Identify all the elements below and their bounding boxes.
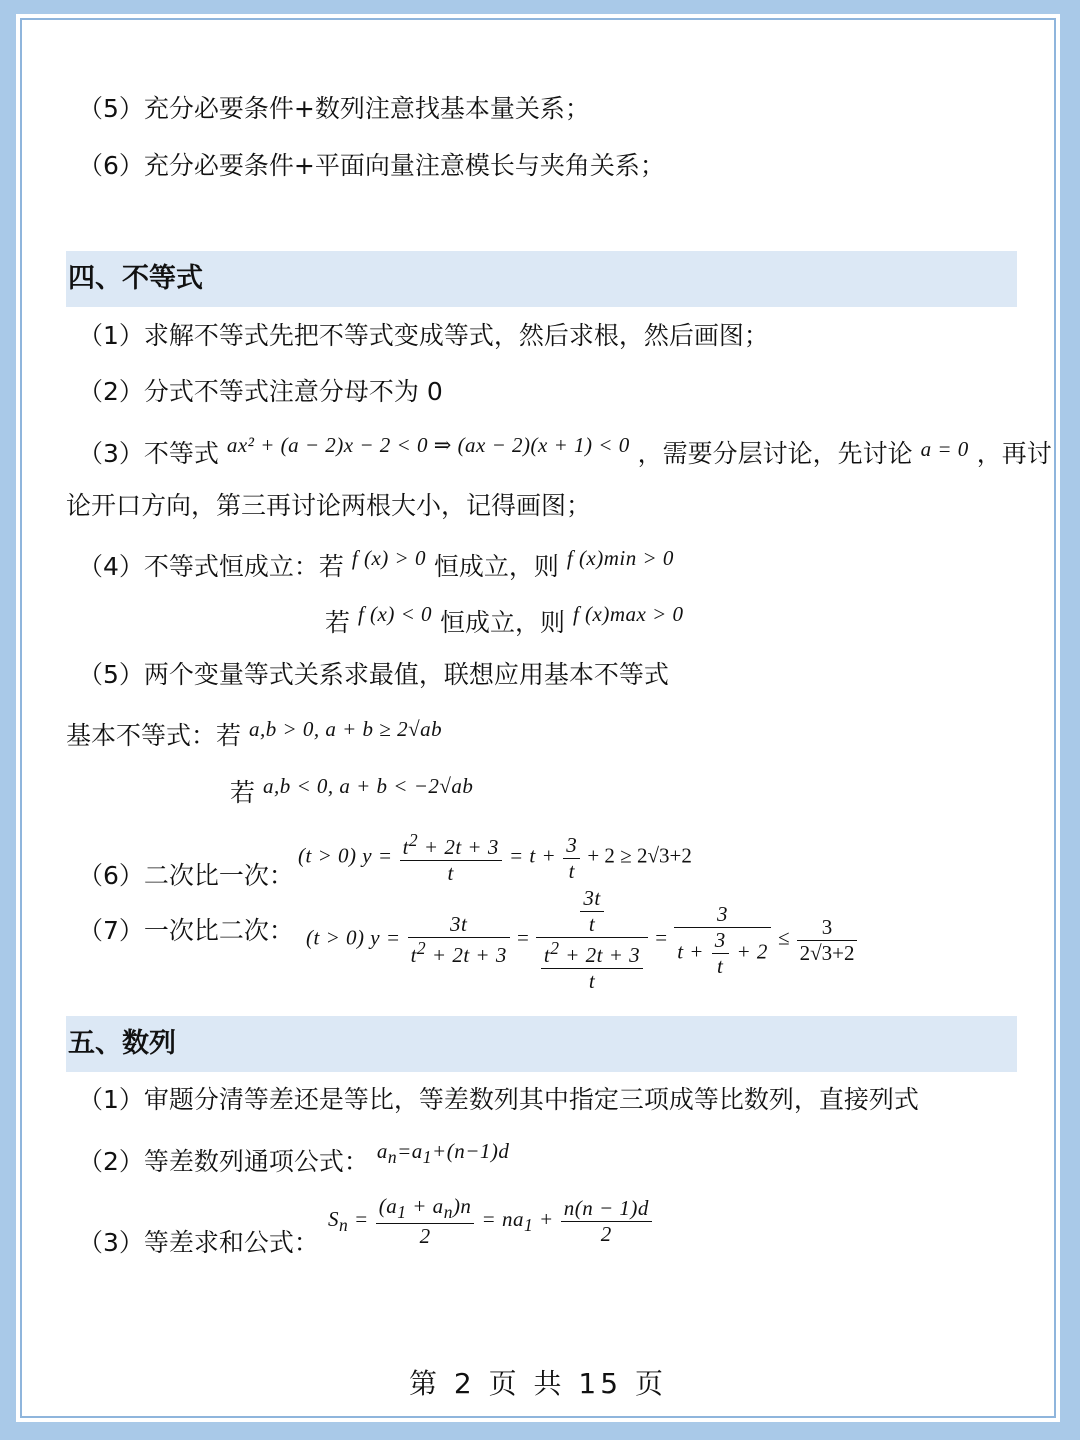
basic-prefix: 基本不等式：若 bbox=[66, 721, 242, 750]
ineq-item-3-line2: 论开口方向，第三再讨论两根大小，记得画图； bbox=[66, 491, 592, 520]
ineq-item4-if: 若 bbox=[325, 608, 351, 637]
ineq-item3-cond: a = 0 bbox=[920, 437, 969, 461]
ineq-item4-r1: f (x)min > 0 bbox=[566, 546, 674, 570]
basic-inequality-2 bbox=[230, 776, 473, 811]
ineq-item-2: （2）分式不等式注意分母不为 0 bbox=[78, 377, 443, 406]
ineq-item3-formula: ax² + (a − 2)x − 2 < 0 ⇒ (ax − 2)(x + 1) < 0 bbox=[226, 433, 630, 457]
cond-item-6: （6）充分必要条件+平面向量注意模长与夹角关系； bbox=[78, 151, 665, 180]
section-heading-inequality: 四、不等式 bbox=[66, 251, 1017, 307]
basic-inequality-1 bbox=[66, 719, 442, 754]
section-heading-sequence: 五、数列 bbox=[66, 1016, 1017, 1072]
ineq-item3-mid: ，需要分层讨论，先讨论 bbox=[637, 439, 913, 468]
ineq-item-3 bbox=[78, 433, 1052, 472]
seq-item2-formula: an=a1+(n−1)d bbox=[376, 1139, 510, 1168]
ineq-item4-prefix: （4）不等式恒成立：若 bbox=[78, 552, 344, 581]
ineq-item4-mid1: 恒成立，则 bbox=[433, 552, 559, 581]
basic-formula-2: a,b < 0, a + b < −2√ab bbox=[262, 774, 474, 798]
ineq-item4-f2: f (x) < 0 bbox=[357, 602, 433, 626]
seq-item-3-label: （3）等差求和公式： bbox=[78, 1228, 319, 1257]
ineq-item3-suffix: ，再讨 bbox=[976, 439, 1052, 468]
basic-if: 若 bbox=[230, 778, 256, 807]
seq-item2-label: （2）等差数列通项公式： bbox=[78, 1147, 369, 1176]
ineq-item-5: （5）两个变量等式关系求最值，联想应用基本不等式 bbox=[78, 660, 669, 689]
ineq-item-7-formula: (t > 0) y = $\frac{3t}{t^2 + 2t + 3}$ = $\frac{\frac{3t}{t}}{\frac{t^2 + 2t + 3}{t}}$ = 3 t + $\frac{3}{t}$ + 2 ≤ $\frac{3}{2√3+2}$ bbox=[306, 886, 859, 994]
ineq-item4-f1: f (x) > 0 bbox=[351, 546, 426, 570]
basic-formula-1: a,b > 0, a + b ≥ 2√ab bbox=[248, 717, 443, 741]
page-footer: 第 2 页 共 15 页 bbox=[409, 1367, 667, 1400]
ineq-item-4 bbox=[78, 546, 674, 585]
ineq-item-6-formula: (t > 0) y = $\frac{t^2 + 2t + 3}{t}$ = t + $\frac{3}{t}$ + 2 ≥ 2√3+2 bbox=[298, 830, 692, 885]
seq-item-2 bbox=[78, 1139, 510, 1186]
cond-item-5: （5）充分必要条件+数列注意找基本量关系； bbox=[78, 94, 590, 123]
seq-item-3-formula: $S_n$ = $\frac{(a_1 + a_n)n}{2}$ = $na_1$ + $\frac{n(n - 1)d}{2}$ bbox=[328, 1194, 654, 1249]
ineq-item4-r2: f (x)max > 0 bbox=[572, 602, 684, 626]
ineq-item3-prefix: （3）不等式 bbox=[78, 439, 219, 468]
ineq-item-7-label: （7）一次比二次： bbox=[78, 916, 294, 945]
ineq-item-4-line2 bbox=[325, 602, 684, 641]
seq-item-1: （1）审题分清等差还是等比，等差数列其中指定三项成等比数列，直接列式 bbox=[78, 1085, 919, 1114]
ineq-item4-mid2: 恒成立，则 bbox=[439, 608, 565, 637]
document-page bbox=[16, 14, 1060, 1422]
ineq-item-6-label: （6）二次比一次： bbox=[78, 861, 294, 890]
ineq-item-1: （1）求解不等式先把不等式变成等式，然后求根，然后画图； bbox=[78, 321, 769, 350]
